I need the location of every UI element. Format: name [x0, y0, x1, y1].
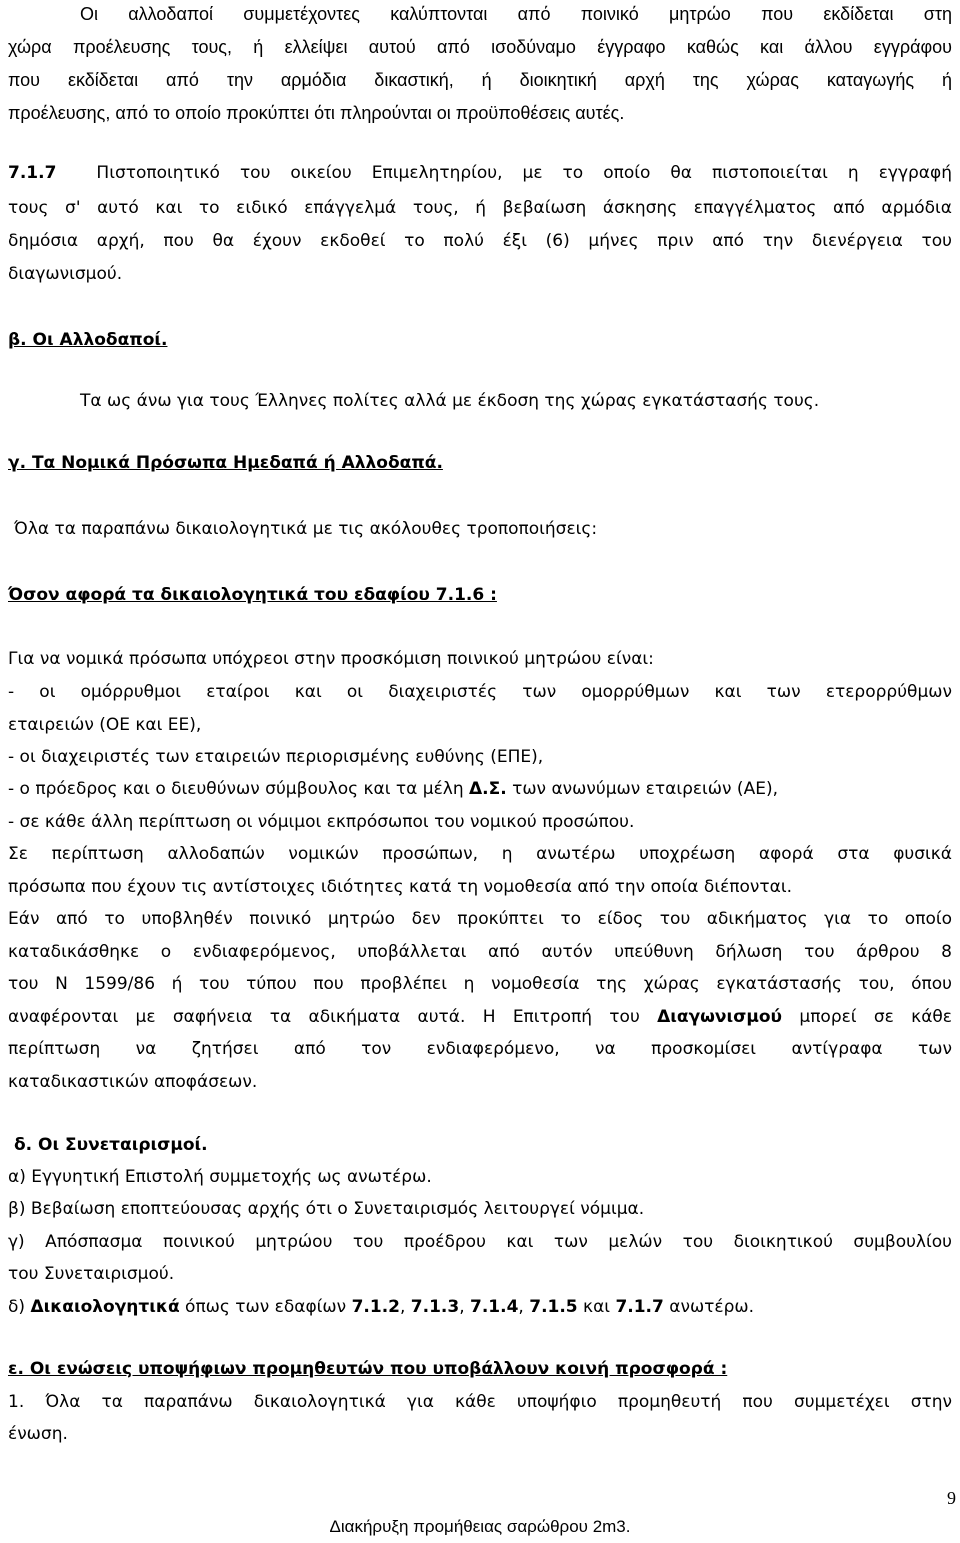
section-717-line-3: δημόσια αρχή, που θα έχουν εκδοθεί το πολύ έξι (6) μήνες πριν από την διενέργεια του: [8, 231, 952, 251]
delta-item-c: γ) Απόσπασμα ποινικού μητρώου του προέδρου και των μελών του διοικητικού συμβουλίου: [8, 1232, 952, 1252]
gamma-line-11: του Ν 1599/86 ή του τύπου που προβλέπει η νομοθεσία της χώρας εγκατάστασής του, όπου: [8, 974, 952, 994]
gamma-line-6: - σε κάθε άλλη περίπτωση οι νόμιμοι εκπρόσωποι του νομικού προσώπου.: [8, 812, 635, 832]
delta-item-d-prefix: δ): [8, 1297, 31, 1317]
delta-item-b: β) Βεβαίωση εποπτεύουσας αρχής ότι ο Συνεταιρισμός λειτουργεί νόμιμα.: [8, 1199, 645, 1219]
gamma-line-5: [8, 778, 952, 800]
gamma-line-7: Σε περίπτωση αλλοδαπών νομικών προσώπων, η ανωτέρω υποχρέωση αφορά στα φυσικά: [8, 844, 952, 864]
gamma-line-14: καταδικαστικών αποφάσεων.: [8, 1072, 258, 1092]
section-717-line-2: τους σ' αυτό και το ειδικό επάγγελμά τους, ή βεβαίωση άσκησης επαγγέλματος από αρμόδια: [8, 198, 952, 218]
epsilon-line-2: ένωση.: [8, 1424, 68, 1444]
ref-712: 7.1.2: [351, 1297, 400, 1317]
gamma-line-12-text: αναφέρονται με σαφήνεια τα αδικήματα αυτά. Η Επιτροπή του: [8, 1007, 658, 1027]
para-foreign-line-3: που εκδίδεται από την αρμόδια δικαστική, ή διοικητική αρχή της χώρας καταγωγής ή: [8, 70, 952, 90]
gamma-line-4: - οι διαχειριστές των εταιρειών περιορισμένης ευθύνης (ΕΠΕ),: [8, 747, 544, 767]
ds-label: Δ.Σ.: [469, 779, 507, 799]
committee-word: Διαγωνισμού: [657, 1007, 783, 1027]
gamma-line-12-tail: μπορεί σε κάθε: [782, 1007, 952, 1027]
ref-714: 7.1.4: [470, 1297, 519, 1317]
gamma-line-1: Για να νομικά πρόσωπα υπόχρεοι στην προσκόμιση ποινικού μητρώου είναι:: [8, 649, 654, 669]
gamma-line-12: [8, 1006, 952, 1028]
section-717-line-1: [8, 162, 952, 184]
delta-item-c-cont: του Συνεταιρισμού.: [8, 1264, 175, 1284]
heading-delta: δ. Οι Συνεταιρισμοί.: [14, 1135, 208, 1155]
heading-beta: β. Οι Αλλοδαποί.: [8, 330, 168, 350]
gamma-line-13: περίπτωση να ζητήσει από τον ενδιαφερόμενο, να προσκομίσει αντίγραφα των: [8, 1039, 952, 1059]
ref-715: 7.1.5: [529, 1297, 578, 1317]
heading-gamma: γ. Τα Νομικά Πρόσωπα Ημεδαπά ή Αλλοδαπά.: [8, 453, 443, 473]
epsilon-line-1: 1. Όλα τα παραπάνω δικαιολογητικά για κάθε υποψήφιο προμηθευτή που συμμετέχει στην: [8, 1392, 952, 1412]
delta-item-d-end: ανωτέρω.: [663, 1297, 755, 1317]
ref-713: 7.1.3: [410, 1297, 460, 1317]
page-footer: Διακήρυξη προμήθειας σαρώθρου 2m3.: [329, 1517, 631, 1536]
section-717-text-1: Πιστοποιητικό του οικείου Επιμελητηρίου, με το οποίο θα πιστοποιείται η εγγραφή: [96, 163, 952, 183]
delta-item-d-mid: όπως των εδαφίων: [179, 1297, 352, 1317]
gamma-line-8: πρόσωπα που έχουν τις αντίστοιχες ιδιότητες κατά τη νομοθεσία από την οποία διέπονται.: [8, 877, 792, 897]
para-foreign-line-2: χώρα προέλευσης τους, ή ελλείψει αυτού από ισοδύναμο έγγραφο καθώς και άλλου εγγράφου: [8, 37, 952, 57]
delta-item-d-word: Δικαιολογητικά: [30, 1297, 180, 1317]
gamma-line-5-tail: των ανωνύμων εταιρειών (ΑΕ),: [506, 779, 778, 799]
para-foreign-line-4: προέλευσης, από το οποίο προκύπτει ότι πληρούνται οι προϋποθέσεις αυτές.: [8, 103, 625, 123]
delta-item-d-and: και: [577, 1297, 616, 1317]
gamma-intro: Όλα τα παραπάνω δικαιολογητικά με τις ακόλουθες τροποποιήσεις:: [14, 519, 598, 539]
page-number: 9: [947, 1488, 956, 1508]
ref-717: 7.1.7: [615, 1297, 664, 1317]
delta-item-a: α) Εγγυητική Επιστολή συμμετοχής ως ανωτέρω.: [8, 1167, 432, 1187]
beta-text: Τα ως άνω για τους Έλληνες πολίτες αλλά με έκδοση της χώρας εγκατάστασής τους.: [80, 391, 820, 411]
para-foreign-line-1: Οι αλλοδαποί συμμετέχοντες καλύπτονται από ποινικό μητρώο που εκδίδεται στη: [80, 4, 952, 24]
section-717-number: 7.1.7: [8, 163, 57, 183]
gamma-line-9: Εάν από το υποβληθέν ποινικό μητρώο δεν προκύπτει το είδος του αδικήματος για το οποίο: [8, 909, 952, 929]
section-717-line-4: διαγωνισμού.: [8, 264, 123, 284]
gamma-line-10: καταδικάσθηκε ο ενδιαφερόμενος, υποβάλλεται από αυτόν υπεύθυνη δήλωση του άρθρου 8: [8, 942, 952, 962]
heading-epsilon: ε. Οι ενώσεις υποψήφιων προμηθευτών που υποβάλλουν κοινή προσφορά :: [8, 1359, 728, 1379]
gamma-line-5-text: - ο πρόεδρος και ο διευθύνων σύμβουλος και τα μέλη: [8, 779, 469, 799]
gamma-line-3: εταιρειών (ΟΕ και ΕΕ),: [8, 715, 202, 735]
gamma-subheading: Όσον αφορά τα δικαιολογητικά του εδαφίου 7.1.6 :: [8, 585, 497, 605]
delta-item-d: δ) Δικαιολογητικά όπως των εδαφίων 7.1.2, 7.1.3, 7.1.4, 7.1.5 και 7.1.7 ανωτέρω.: [8, 1297, 755, 1317]
gamma-line-2: - οι ομόρρυθμοι εταίροι και οι διαχειριστές των ομορρύθμων και των ετερορρύθμων: [8, 682, 952, 702]
